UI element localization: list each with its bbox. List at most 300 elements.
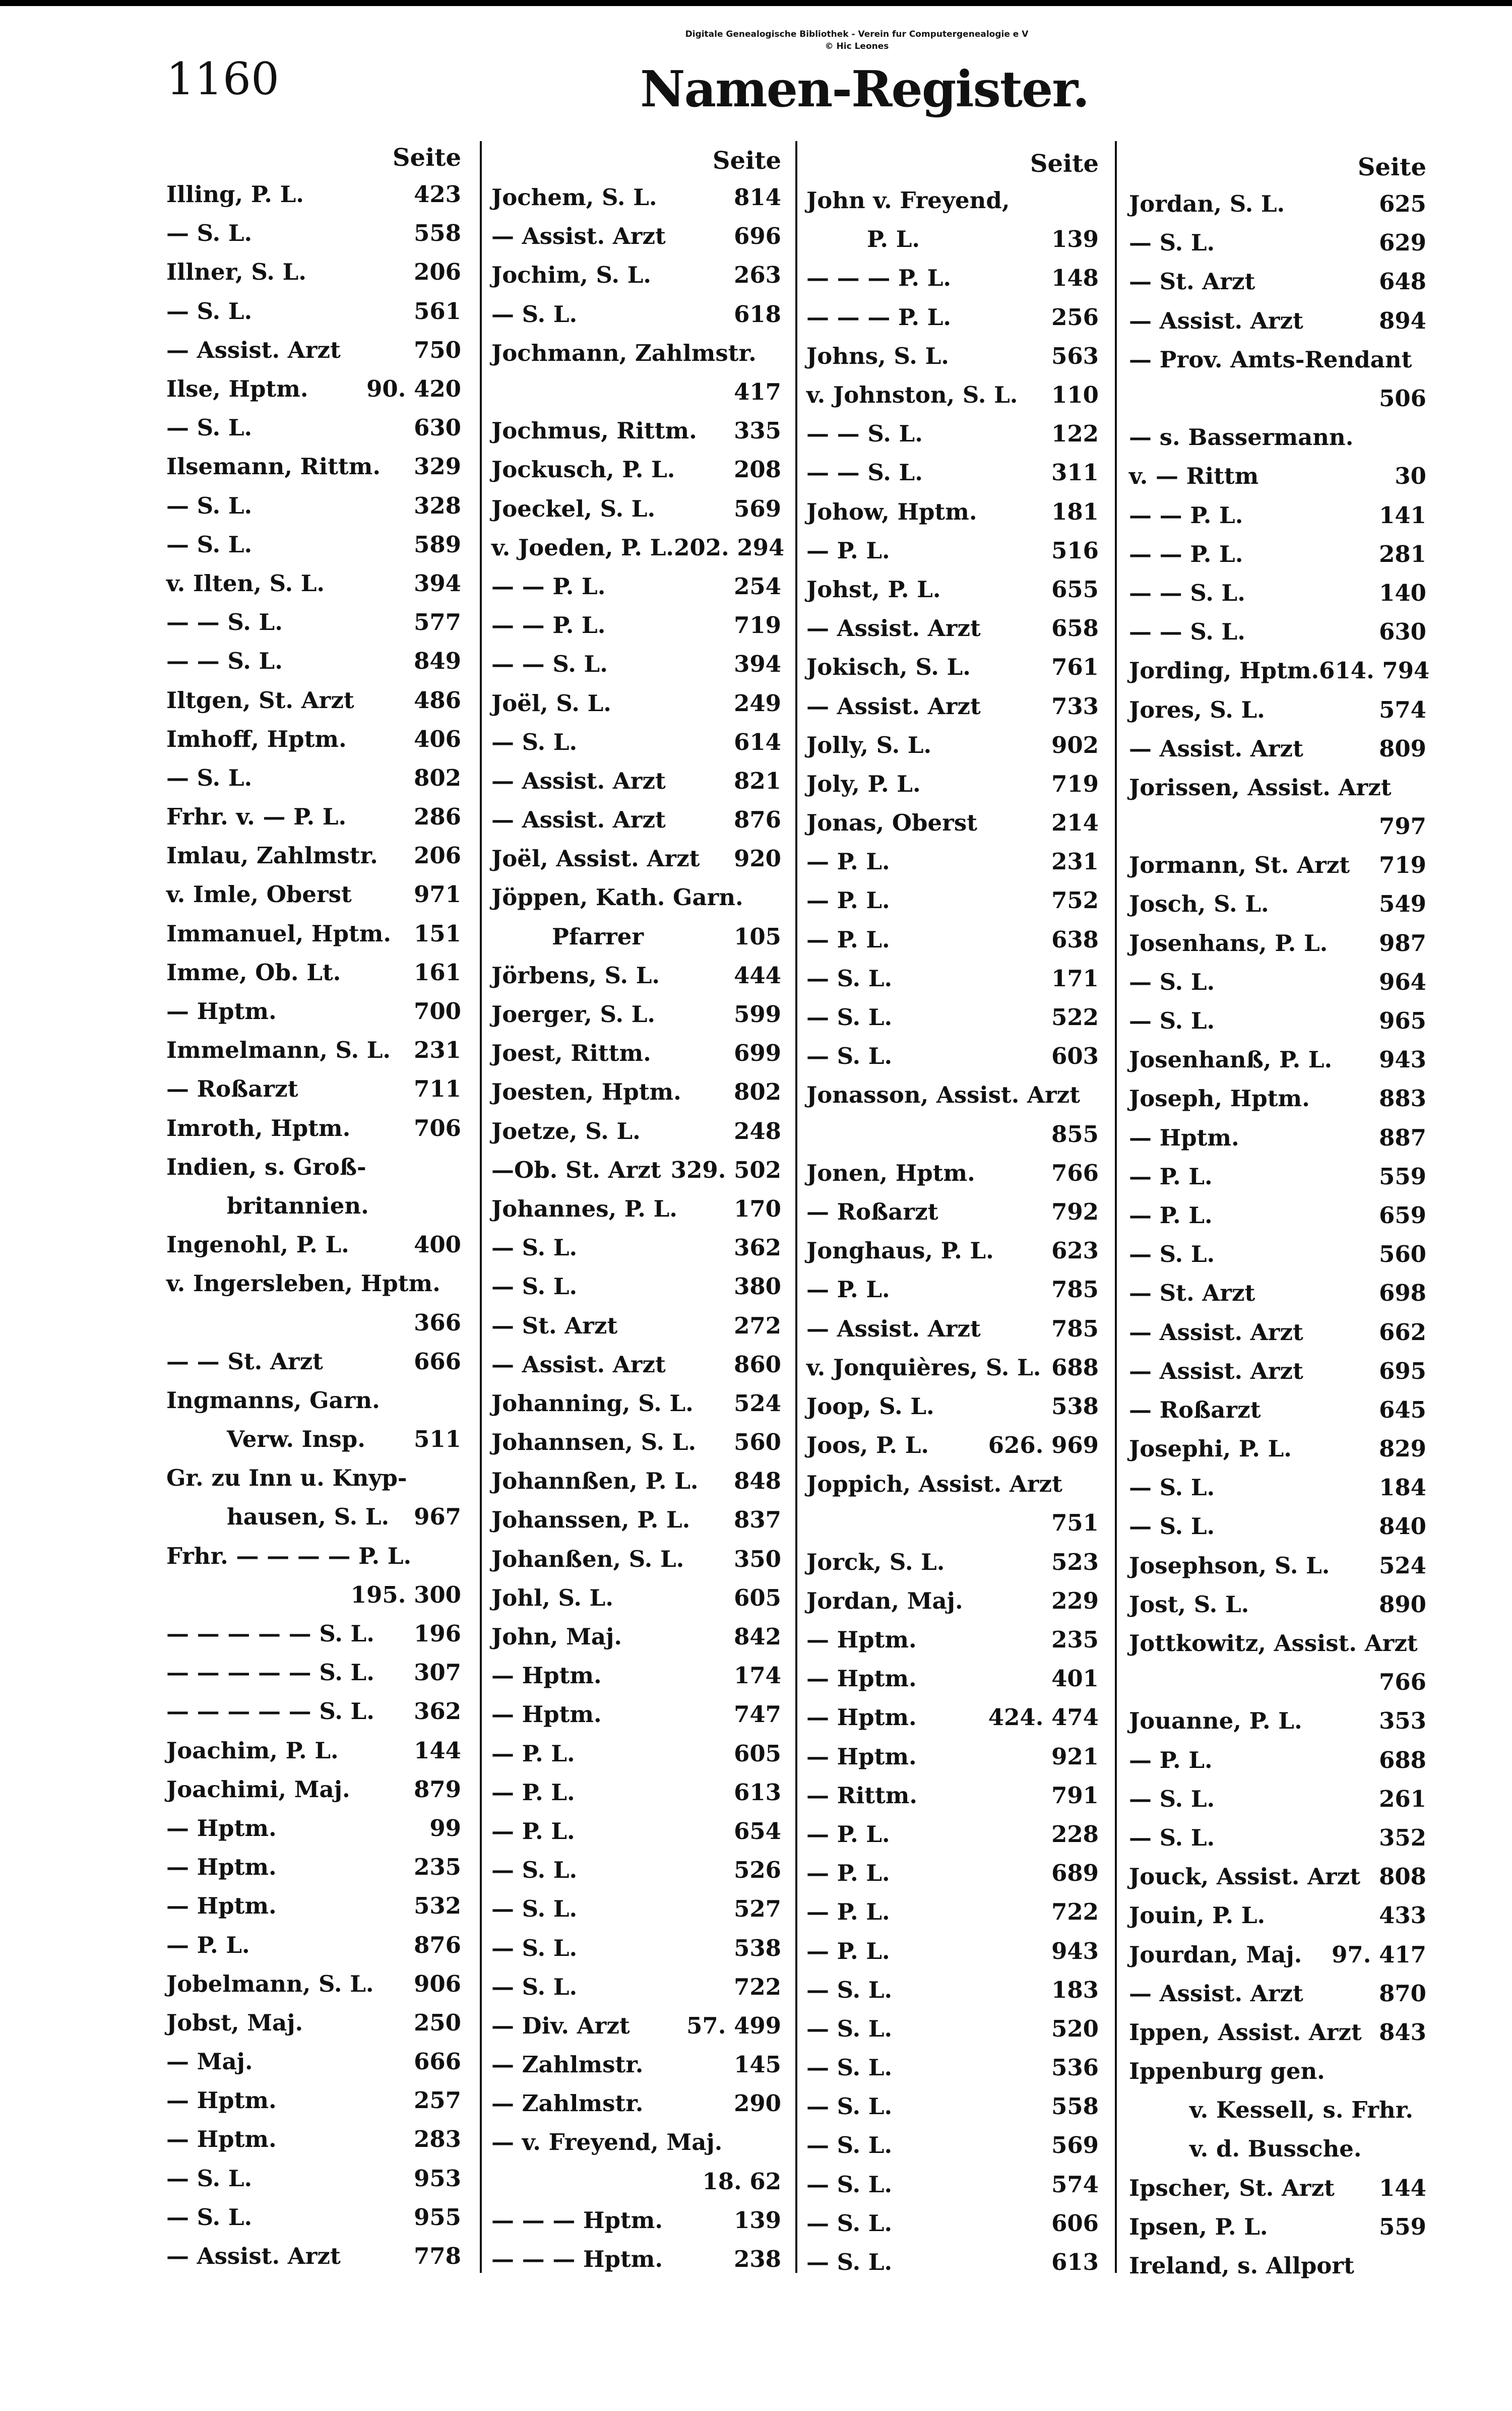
entry-name: — Hptm.	[166, 1814, 277, 1842]
entry-name: Imhoff, Hptm.	[166, 725, 347, 752]
register-entry	[1129, 1896, 1426, 1935]
entry-name: — S. L.	[166, 2165, 253, 2192]
entry-page: 527	[734, 1895, 781, 1923]
entry-name: Josephson, S. L.	[1129, 1552, 1330, 1579]
entry-name: — S. L.	[806, 1043, 893, 1070]
register-entry	[491, 2240, 781, 2278]
entry-name: — P. L.	[806, 1898, 890, 1926]
entry-page: 366	[414, 1309, 461, 1336]
entry-page: 902	[1051, 731, 1099, 758]
register-entry	[166, 1381, 461, 1420]
entry-page: 658	[1051, 615, 1099, 642]
entry-name: — S. L.	[806, 2209, 893, 2237]
register-entry	[806, 1543, 1099, 1581]
register-entry	[166, 1731, 461, 1770]
entry-name: — S. L.	[491, 1934, 578, 1961]
register-entry	[1129, 574, 1426, 612]
entry-page: 353	[1379, 1707, 1426, 1735]
entry-page: 144	[1379, 2174, 1426, 2201]
entry-page: 761	[1051, 654, 1099, 681]
entry-name: Joesten, Hptm.	[491, 1078, 681, 1106]
entry-name: Jörbens, S. L.	[491, 962, 660, 989]
entry-name: Jonasson, Assist. Arzt	[806, 1082, 1081, 1109]
entry-name: — Zahlmstr.	[491, 2051, 644, 2078]
register-entry	[166, 875, 461, 914]
entry-name: Jonen, Hptm.	[806, 1159, 975, 1186]
entry-page: 887	[1379, 1124, 1426, 1151]
register-entry	[491, 1928, 781, 1967]
register-entry	[166, 797, 461, 836]
entry-page: 235	[1051, 1626, 1099, 1654]
register-entry	[806, 1192, 1099, 1231]
entry-name: Jormann, St. Arzt	[1129, 852, 1350, 879]
entry-name: — Zahlmstr.	[491, 2090, 644, 2117]
entry-name: — Roßarzt	[806, 1198, 938, 1225]
register-entry	[1129, 1079, 1426, 1118]
column-divider	[795, 141, 797, 2273]
entry-page: 362	[414, 1698, 461, 1725]
entry-name: — Hptm.	[166, 2087, 277, 2114]
register-entry	[806, 1931, 1099, 1970]
register-entry	[1129, 2169, 1426, 2207]
entry-name: — — S. L.	[1129, 579, 1245, 606]
entry-page: 532	[414, 1892, 461, 1920]
entry-name: — Roßarzt	[166, 1075, 298, 1103]
entry-name: — — S. L.	[166, 609, 283, 636]
register-entry	[806, 842, 1099, 881]
entry-page: 577	[414, 609, 461, 636]
entry-page: 57. 499	[686, 2012, 781, 2039]
entry-page: 423	[414, 181, 461, 208]
entry-page: 380	[734, 1273, 781, 1300]
entry-name: — P. L.	[166, 1931, 250, 1958]
entry-page: 559	[1379, 1163, 1426, 1190]
register-entry-continuation	[491, 2162, 781, 2201]
entry-page: 522	[1051, 1004, 1099, 1031]
entry-page: 394	[414, 569, 461, 597]
entry-name: Josenhans, P. L.	[1129, 929, 1328, 957]
entry-page: 350	[734, 1545, 781, 1572]
register-entry	[166, 1225, 461, 1264]
register-entry	[491, 256, 781, 294]
register-entry	[806, 1075, 1099, 1114]
register-entry	[806, 298, 1099, 337]
entry-name: — S. L.	[1129, 1241, 1215, 1268]
entry-page: 574	[1051, 2171, 1099, 2198]
entry-name: — St. Arzt	[1129, 1280, 1255, 1307]
entry-page: 99	[429, 1814, 461, 1842]
register-entry	[806, 1037, 1099, 1075]
entry-page: 281	[1379, 540, 1426, 567]
entry-name: — P. L.	[806, 537, 890, 564]
entry-page: 722	[734, 1973, 781, 2000]
entry-name: — S. L.	[491, 1857, 578, 1884]
register-entry	[1129, 651, 1430, 690]
entry-name: — P. L.	[806, 848, 890, 875]
register-entry	[1129, 262, 1426, 301]
entry-page: 719	[1051, 770, 1099, 797]
register-entry	[166, 1148, 461, 1186]
register-entry	[806, 648, 1099, 686]
entry-page: 214	[1051, 809, 1099, 837]
register-entry	[1129, 846, 1426, 884]
entry-page: 90. 420	[366, 375, 461, 403]
entry-page: 538	[734, 1934, 781, 1961]
register-entry	[806, 492, 1099, 531]
entry-page: 569	[734, 495, 781, 522]
entry-page: 202. 294	[674, 534, 785, 561]
entry-page: 785	[1051, 1276, 1099, 1303]
entry-page: 235	[414, 1854, 461, 1881]
column-header-seite: Seite	[712, 147, 781, 175]
register-entry	[166, 2159, 461, 2198]
register-entry	[806, 1620, 1099, 1659]
entry-name: Ingenohl, P. L.	[166, 1231, 349, 1258]
entry-page: 574	[1379, 696, 1426, 723]
entry-name: — — — — — S. L.	[166, 1620, 374, 1647]
register-entry	[491, 878, 781, 917]
entry-name: — — — Hptm.	[491, 2246, 663, 2273]
entry-page: 964	[1379, 968, 1426, 995]
entry-page: 283	[414, 2126, 461, 2153]
entry-page: 943	[1379, 1046, 1426, 1073]
register-entry-continuation	[166, 1303, 461, 1342]
register-entry	[166, 175, 461, 214]
register-entry	[1129, 1352, 1426, 1390]
register-entry	[166, 642, 461, 680]
entry-page: 560	[734, 1429, 781, 1456]
entry-page: 257	[414, 2087, 461, 2114]
register-column-3	[806, 150, 1099, 2281]
register-entry-continuation	[806, 1503, 1099, 1542]
register-entry	[166, 1964, 461, 2003]
register-entry	[1129, 1274, 1426, 1312]
register-entry	[1129, 690, 1426, 729]
entry-page: 181	[1051, 498, 1099, 525]
entry-name: — Hptm.	[166, 1892, 277, 1920]
entry-name: — — — — — S. L.	[166, 1698, 374, 1725]
entry-page: 843	[1379, 2018, 1426, 2046]
entry-name: Ilsemann, Rittm.	[166, 453, 381, 480]
entry-name: — Hptm.	[166, 2126, 277, 2153]
entry-page: 145	[734, 2051, 781, 2078]
entry-page: 648	[1379, 268, 1426, 295]
register-entry	[1129, 496, 1426, 535]
register-entry	[1129, 340, 1426, 379]
register-entry	[491, 1228, 781, 1267]
register-entry	[806, 686, 1099, 725]
register-entry	[1129, 1974, 1426, 2013]
entry-page: 171	[1051, 965, 1099, 992]
entry-page: 417	[734, 378, 781, 406]
entry-name: — P. L.	[491, 1817, 575, 1845]
entry-name: — S. L.	[166, 492, 253, 519]
entry-name: — S. L.	[806, 1004, 893, 1031]
entry-name: — Assist. Arzt	[491, 767, 666, 794]
entry-name: Jottkowitz, Assist. Arzt	[1129, 1630, 1418, 1657]
register-entry	[166, 1809, 461, 1848]
entry-name: — P. L.	[1129, 1201, 1213, 1229]
scan-top-edge	[0, 0, 1512, 6]
entry-name: — S. L.	[1129, 1824, 1215, 1851]
register-entry	[491, 295, 781, 334]
register-entry	[491, 178, 781, 217]
register-entry	[806, 337, 1099, 375]
entry-page: 511	[414, 1426, 461, 1453]
entry-page: 630	[414, 414, 461, 441]
register-entry-continuation	[806, 1115, 1099, 1154]
entry-name: Joachimi, Maj.	[166, 1775, 350, 1803]
entry-page: 955	[414, 2203, 461, 2231]
entry-page: 840	[1379, 1513, 1426, 1540]
register-entry	[166, 1848, 461, 1886]
entry-name: — P. L.	[1129, 1746, 1213, 1773]
entry-name: Gr. zu Inn u. Knyp-	[166, 1465, 407, 1492]
entry-page: 563	[1051, 342, 1099, 369]
entry-name: britannien.	[227, 1192, 369, 1219]
entry-page: 272	[734, 1312, 781, 1339]
register-entry	[806, 920, 1099, 959]
register-entry	[1129, 184, 1426, 223]
entry-page: 148	[1051, 265, 1099, 292]
entry-page: 231	[1051, 848, 1099, 875]
entry-name: Jonas, Oberst	[806, 809, 977, 837]
entry-name: Josch, S. L.	[1129, 891, 1269, 918]
entry-name: — S. L.	[491, 1273, 578, 1300]
entry-name: — v. Freyend, Maj.	[491, 2129, 723, 2156]
entry-name: — Assist. Arzt	[806, 1315, 981, 1342]
entry-page: 855	[1051, 1120, 1099, 1148]
entry-name: — Hptm.	[806, 1626, 917, 1654]
register-entry	[1129, 457, 1426, 495]
register-entry-continuation	[166, 1420, 461, 1458]
entry-page: 821	[734, 767, 781, 794]
register-entry	[491, 1695, 781, 1734]
entry-name: — Assist. Arzt	[806, 692, 981, 720]
register-entry	[491, 528, 785, 567]
entry-page: 666	[414, 1348, 461, 1375]
register-entry	[491, 800, 781, 839]
entry-page: 520	[1051, 2015, 1099, 2042]
register-entry	[166, 1770, 461, 1809]
entry-page: 263	[734, 262, 781, 289]
entry-name: Verw. Insp.	[227, 1426, 365, 1453]
entry-name: — Assist. Arzt	[166, 336, 341, 363]
register-entry	[806, 803, 1099, 842]
register-entry	[491, 1500, 781, 1539]
entry-name: — — S. L.	[491, 651, 608, 678]
register-entry	[806, 1698, 1099, 1737]
entry-name: — Hptm.	[166, 1854, 277, 1881]
entry-page: 883	[1379, 1085, 1426, 1112]
entry-page: 559	[1379, 2213, 1426, 2240]
entry-name: Jost, S. L.	[1129, 1591, 1249, 1618]
register-entry	[806, 453, 1099, 492]
entry-page: 401	[1051, 1665, 1099, 1692]
entry-page: 229	[1051, 1587, 1099, 1614]
entry-page: 842	[734, 1623, 781, 1651]
register-entry	[491, 956, 781, 995]
register-entry	[1129, 2052, 1426, 2090]
register-entry	[1129, 1701, 1426, 1740]
register-entry	[1129, 1118, 1426, 1157]
entry-name: — St. Arzt	[1129, 268, 1255, 295]
entry-name: v. d. Bussche.	[1189, 2135, 1362, 2163]
entry-name: Johannes, P. L.	[491, 1195, 677, 1222]
register-entry	[806, 375, 1099, 414]
entry-name: —Ob. St. Arzt	[491, 1156, 661, 1183]
entry-name: Joop, S. L.	[806, 1392, 934, 1420]
entry-name: — — S. L.	[1129, 618, 1245, 646]
register-entry	[806, 1231, 1099, 1270]
register-entry-continuation	[1129, 1663, 1426, 1701]
register-entry	[806, 2126, 1099, 2165]
entry-page: 140	[1379, 579, 1426, 606]
entry-page: 352	[1379, 1824, 1426, 1851]
entry-name: Illing, P. L.	[166, 181, 304, 208]
entry-name: Johl, S. L.	[491, 1584, 613, 1611]
register-entry	[1129, 1429, 1426, 1468]
entry-name: — Hptm.	[166, 998, 277, 1025]
entry-name: — S. L.	[166, 2203, 253, 2231]
entry-page: 797	[1379, 813, 1426, 840]
register-entry	[166, 992, 461, 1031]
entry-page: 943	[1051, 1937, 1099, 1964]
entry-name: Joppich, Assist. Arzt	[806, 1471, 1062, 1498]
register-entry	[1129, 1040, 1426, 1079]
register-column-4	[1129, 153, 1430, 2285]
register-entry	[806, 531, 1099, 570]
entry-page: 613	[734, 1779, 781, 1806]
entry-name: — S. L.	[166, 414, 253, 441]
entry-page: 879	[414, 1775, 461, 1803]
entry-name: Jochmann, Zahlmstr.	[491, 339, 757, 366]
entry-name: — Assist. Arzt	[491, 806, 666, 834]
register-entry	[166, 525, 461, 564]
entry-name: Jochem, S. L.	[491, 184, 657, 211]
entry-page: 560	[1379, 1241, 1426, 1268]
register-entry	[806, 1387, 1099, 1426]
register-entry	[166, 369, 461, 408]
entry-page: 329. 502	[670, 1156, 781, 1183]
entry-page: 524	[1379, 1552, 1426, 1579]
entry-name: — S. L.	[806, 965, 893, 992]
entry-name: — Rittm.	[806, 1782, 918, 1809]
entry-name: Josephi, P. L.	[1129, 1435, 1292, 1463]
entry-name: — Assist. Arzt	[806, 615, 981, 642]
entry-name: — P. L.	[1129, 1163, 1213, 1190]
register-entry	[806, 2087, 1099, 2126]
register-entry	[491, 1889, 781, 1928]
entry-page: 625	[1379, 191, 1426, 218]
register-entry	[491, 1462, 781, 1500]
entry-page: 987	[1379, 929, 1426, 957]
entry-page: 808	[1379, 1863, 1426, 1890]
entry-page: 589	[414, 531, 461, 558]
entry-page: 766	[1051, 1159, 1099, 1186]
register-entry	[491, 645, 781, 683]
entry-name: Johannßen, P. L.	[491, 1468, 699, 1495]
copyright-credit: © Hic Leones	[825, 41, 889, 51]
entry-page: 549	[1379, 891, 1426, 918]
register-entry	[166, 1342, 461, 1381]
register-entry	[806, 726, 1099, 765]
entry-page: 311	[1051, 459, 1099, 486]
entry-name: Joos, P. L.	[806, 1432, 929, 1459]
entry-name: Jobelmann, S. L.	[166, 1970, 374, 1997]
entry-name: — S. L.	[166, 220, 253, 247]
entry-name: — S. L.	[166, 531, 253, 558]
entry-page: 792	[1051, 1198, 1099, 1225]
entry-page: 424. 474	[988, 1704, 1099, 1731]
register-entry	[806, 998, 1099, 1037]
entry-page: 613	[1051, 2249, 1099, 2276]
entry-name: John, Maj.	[491, 1623, 622, 1651]
entry-name: — S. L.	[491, 728, 578, 755]
register-entry	[166, 2120, 461, 2159]
entry-page: 538	[1051, 1392, 1099, 1420]
entry-page: 689	[1051, 1860, 1099, 1887]
entry-page: 561	[414, 297, 461, 325]
register-entry	[806, 2243, 1099, 2281]
entry-name: — Assist. Arzt	[1129, 1318, 1303, 1346]
register-entry	[166, 720, 461, 758]
entry-name: — S. L.	[806, 2171, 893, 2198]
entry-page: 626. 969	[988, 1432, 1099, 1459]
entry-page: 965	[1379, 1007, 1426, 1035]
entry-page: 778	[414, 2243, 461, 2270]
entry-page: 558	[1051, 2093, 1099, 2120]
entry-page: 662	[1379, 1318, 1426, 1346]
register-entry	[491, 1734, 781, 1773]
entry-page: 698	[1379, 1280, 1426, 1307]
entry-name: — P. L.	[806, 1276, 890, 1303]
register-entry	[1129, 1507, 1426, 1546]
entry-page: 860	[734, 1351, 781, 1378]
entry-page: 18. 62	[702, 2168, 781, 2195]
entry-name: Imlau, Zahlmstr.	[166, 842, 378, 869]
register-entry-continuation	[491, 917, 781, 956]
entry-page: 444	[734, 962, 781, 989]
register-entry	[806, 1465, 1099, 1503]
entry-page: 638	[1051, 926, 1099, 953]
register-entry	[491, 1617, 781, 1656]
register-entry	[1129, 1157, 1426, 1196]
entry-page: 829	[1379, 1435, 1426, 1463]
register-entry	[166, 447, 461, 486]
entry-name: — S. L.	[1129, 1474, 1215, 1501]
register-entry	[806, 1892, 1099, 1931]
entry-name: — P. L.	[806, 1937, 890, 1964]
entry-name: Johns, S. L.	[806, 342, 949, 369]
register-entry	[1129, 535, 1426, 574]
register-entry	[491, 723, 781, 762]
register-entry	[491, 2123, 781, 2162]
register-entry	[166, 758, 461, 797]
entry-page: 890	[1379, 1591, 1426, 1618]
entry-page: 110	[1051, 382, 1099, 409]
entry-name: — — S. L.	[166, 648, 283, 675]
entry-page: 433	[1379, 1902, 1426, 1929]
entry-page: 750	[414, 336, 461, 363]
register-entry	[1129, 1741, 1426, 1780]
register-entry	[1129, 963, 1426, 1001]
register-entry	[806, 2204, 1099, 2243]
entry-name: — Assist. Arzt	[1129, 1980, 1303, 2007]
entry-name: — S. L.	[491, 1234, 578, 1261]
register-entry	[491, 450, 781, 489]
register-entry	[491, 1072, 781, 1111]
